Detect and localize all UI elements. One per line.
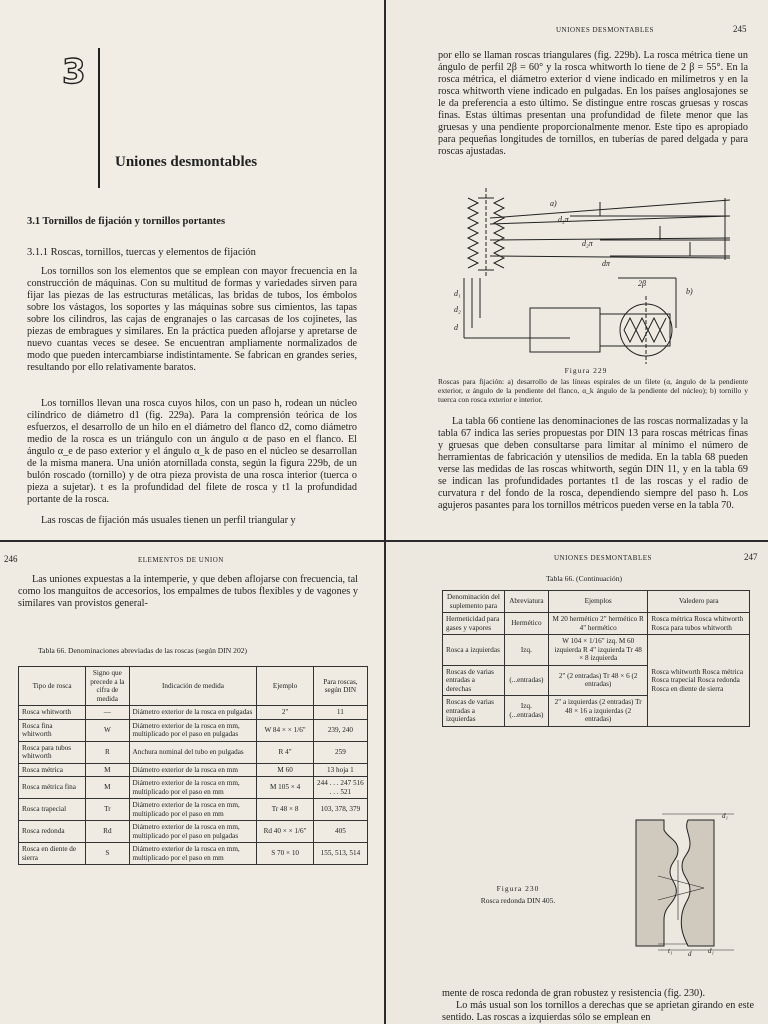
table-cell: 2" a izquierdas (2 entradas) Tr 48 × 16 a izquierdas (2 entradas) bbox=[548, 696, 648, 727]
svg-text:d₁: d₁ bbox=[708, 947, 714, 955]
table-cell: S bbox=[86, 843, 129, 865]
column-header: Valedero para bbox=[648, 591, 750, 613]
svg-text:d₁: d₁ bbox=[454, 289, 461, 298]
figure-label: Figura 229 bbox=[564, 366, 608, 375]
running-head: UNIONES DESMONTABLES bbox=[554, 554, 652, 562]
running-head: UNIONES DESMONTABLES bbox=[556, 26, 654, 34]
paragraph: por ello se llaman roscas triangulares (fig. 229b). La rosca métrica tiene un ángulo de perfil 2β = 60° y la rosca whitworth lo tiene de 2 β = 55°. En la rosca métrica, el diámetro exterior d viene indicado en milímetros y en la rosca whitworth viene indicado en pulgadas. En los países anglosajones se le da preferencia a esto último. Se distingue entre roscas gruesas y roscas finas. Estas últimas presentan una profundidad de filete menor que las gruesas y una pendiente proporcionalmente menor. Este tipo es apropiado para pequeñas longitudes de tornillos, en tuberías de pared delgada y para roscas ajustadas. bbox=[438, 50, 748, 157]
table-cell: Rosca fina whitworth bbox=[19, 719, 86, 741]
svg-text:a): a) bbox=[550, 199, 557, 208]
paragraph: Las uniones expuestas a la intemperie, y que deben aflojarse con frecuencia, tal como los manguitos de accesorios, los empalmes de tubos flexibles y de vagones y similares van provistos general- bbox=[18, 574, 358, 609]
chapter-title: Uniones desmontables bbox=[115, 154, 258, 170]
svg-text:d₂π: d₂π bbox=[558, 215, 569, 224]
svg-text:d₂π: d₂π bbox=[582, 239, 593, 248]
table-cell: Diámetro exterior de la rosca en mm, multiplicado por el paso en pulgadas bbox=[129, 719, 257, 741]
table-row bbox=[19, 719, 368, 741]
table-cell: 155, 513, 514 bbox=[313, 843, 367, 865]
table-cell: Diámetro exterior de la rosca en mm bbox=[129, 763, 257, 777]
table-cell: Roscas de varias entradas a derechas bbox=[443, 665, 505, 696]
table-cell: 2" (2 entradas) Tr 48 × 6 (2 entradas) bbox=[548, 665, 648, 696]
paragraph: Lo más usual son los tornillos a derechas que se aprietan girando en este sentido. Las roscas a izquierdas sólo se emplean en bbox=[442, 1000, 754, 1023]
paragraph: mente de rosca redonda de gran robustez y resistencia (fig. 230). bbox=[442, 988, 706, 999]
table-cell: Hermeticidad para gases y vapores bbox=[443, 613, 505, 635]
table-cell: Hermético bbox=[504, 613, 548, 635]
table-cell: Diámetro exterior de la rosca en mm, multiplicado por el paso en mm bbox=[129, 777, 257, 799]
svg-text:dπ: dπ bbox=[602, 259, 611, 268]
figure-230-round-thread bbox=[618, 810, 738, 956]
page-top-left bbox=[0, 0, 384, 540]
running-head: ELEMENTOS DE UNION bbox=[138, 556, 224, 564]
paragraph: La tabla 66 contiene las denominaciones de las roscas normalizadas y la tabla 67 indica las series propuestas por DIN 13 para roscas métricas finas y gruesas que deben consultarse para limitar al mínimo el número de herramientas de fabricación y utensilios de medida. En la tabla 68 pueden verse las medidas de las roscas whitworth, según DIN 11, y en la tabla 69 se indican las profundidades portantes t1 de las roscas y el radio de curvatura r del fondo de la rosca, dependiendo siempre del paso h. Los agujeros pasantes para los tornillos métricos pueden verse en la tabla 70. bbox=[438, 416, 748, 511]
table-cell: M 60 bbox=[257, 763, 313, 777]
table-cell: 259 bbox=[313, 741, 367, 763]
table-cell: Diámetro exterior de la rosca en pulgadas bbox=[129, 706, 257, 720]
table-header-row bbox=[19, 667, 368, 706]
table-cell: Rosca whitworth Rosca métrica Rosca trapecial Rosca redonda Rosca en diente de sierra bbox=[648, 635, 750, 727]
figure-label: Figura 230 bbox=[496, 884, 540, 893]
page-top-right bbox=[386, 0, 768, 540]
table-66 bbox=[18, 666, 368, 865]
page-number: 247 bbox=[744, 552, 758, 562]
table-cell: Rosca redonda bbox=[19, 821, 86, 843]
table-row bbox=[443, 635, 750, 666]
figure-229-thread-diagram bbox=[450, 178, 746, 368]
section-heading: 3.1 Tornillos de fijación y tornillos portantes bbox=[27, 216, 226, 227]
subsection-heading: 3.1.1 Roscas, tornillos, tuercas y elementos de fijación bbox=[27, 247, 256, 258]
svg-text:t₁: t₁ bbox=[668, 947, 673, 955]
table-cell: 13 hoja 1 bbox=[313, 763, 367, 777]
figure-caption: Roscas para fijación: a) desarrollo de las líneas espirales de un filete (α, ángulo de la pendiente exterior, α ángulo de la pendiente del flanco, α_k ángulo de la pendiente del núcleo); b) tornillo y tuerca con rosca exterior e interior. bbox=[438, 377, 748, 404]
table-cell: Rosca en diente de sierra bbox=[19, 843, 86, 865]
table-cell: Roscas de varias entradas a izquierdas bbox=[443, 696, 505, 727]
page-number: 246 bbox=[4, 554, 18, 564]
table-row bbox=[19, 777, 368, 799]
table-caption: Tabla 66. (Continuación) bbox=[546, 574, 623, 583]
svg-text:b): b) bbox=[686, 287, 693, 296]
table-cell: M 20 hermético 2" hermético R 4" hermético bbox=[548, 613, 648, 635]
page-number: 245 bbox=[733, 24, 747, 34]
page-bottom-left bbox=[0, 542, 384, 1024]
column-header: Abreviatura bbox=[504, 591, 548, 613]
table-cell: Rosca métrica Rosca whitworth Rosca para tubos whitworth bbox=[648, 613, 750, 635]
table-row bbox=[19, 821, 368, 843]
chapter-rule bbox=[98, 48, 100, 188]
table-cell: Rosca trapecial bbox=[19, 799, 86, 821]
table-cell: Rosca para tubos whitworth bbox=[19, 741, 86, 763]
table-row bbox=[19, 763, 368, 777]
column-header: Ejemplos bbox=[548, 591, 648, 613]
table-cell: Tr 48 × 8 bbox=[257, 799, 313, 821]
table-cell: Izq. bbox=[504, 635, 548, 666]
table-cell: R bbox=[86, 741, 129, 763]
table-row bbox=[19, 799, 368, 821]
table-cell: 405 bbox=[313, 821, 367, 843]
table-cell: 11 bbox=[313, 706, 367, 720]
table-cell: 2" bbox=[257, 706, 313, 720]
column-header: Tipo de rosca bbox=[19, 667, 86, 706]
table-row bbox=[19, 741, 368, 763]
table-cell: 103, 378, 379 bbox=[313, 799, 367, 821]
column-header: Indicación de medida bbox=[129, 667, 257, 706]
table-caption: Tabla 66. Denominaciones abreviadas de las roscas (según DIN 202) bbox=[38, 646, 248, 655]
table-cell: M bbox=[86, 763, 129, 777]
table-cell: Tr bbox=[86, 799, 129, 821]
table-cell: Rosca a izquierdas bbox=[443, 635, 505, 666]
table-cell: Diámetro exterior de la rosca en mm, multiplicado por el paso en pulgadas bbox=[129, 821, 257, 843]
column-header: Denominación del suplemento para bbox=[443, 591, 505, 613]
paragraph: Las roscas de fijación más usuales tienen un perfil triangular y bbox=[41, 515, 296, 526]
table-cell: 244 . . . 247 516 . . . 521 bbox=[313, 777, 367, 799]
table-cell: Anchura nominal del tubo en pulgadas bbox=[129, 741, 257, 763]
svg-text:d: d bbox=[688, 950, 692, 956]
table-cell: 239, 240 bbox=[313, 719, 367, 741]
table-cell: M bbox=[86, 777, 129, 799]
table-cell: Rosca whitworth bbox=[19, 706, 86, 720]
chapter-number: 3 bbox=[62, 52, 86, 92]
svg-text:2β: 2β bbox=[638, 279, 646, 288]
figure-caption: Rosca redonda DIN 405. bbox=[480, 896, 556, 905]
table-cell: Diámetro exterior de la rosca en mm, multiplicado por el paso en mm bbox=[129, 799, 257, 821]
column-header: Signo que precede a la cifra de medida bbox=[86, 667, 129, 706]
table-cell: Izq. (...entradas) bbox=[504, 696, 548, 727]
table-header-row bbox=[443, 591, 750, 613]
table-row bbox=[443, 613, 750, 635]
table-cell: W bbox=[86, 719, 129, 741]
table-cell: — bbox=[86, 706, 129, 720]
table-cell: M 105 × 4 bbox=[257, 777, 313, 799]
table-cell: W 104 × 1/16" izq. M 60 izquierda R 4" izquierda Tr 48 × 8 izquierda bbox=[548, 635, 648, 666]
column-header: Ejemplo bbox=[257, 667, 313, 706]
paragraph: Los tornillos son los elementos que se emplean con mayor frecuencia en la construcción de máquinas. Con su multitud de formas y variedades sirven para fijar las piezas de las estructuras metálicas, las bridas de tubos, los émbolos sobre los vástagos, los soportes y las máquinas sobre sus cimientos, las tapas sobre los cilindros, las cajas de engranajes o las carcasas de los cojinetes, las piezas de embragues y similares. En la práctica pueden aflojarse y apretarse de nuevo cuantas veces se desee. Se encuentran ampliamente normalizados de modo que pueden intercambiarse indistintamente. Se fabrican en grandes series, resultando por ello relativamente baratos. bbox=[27, 266, 357, 373]
table-cell: W 84 × × 1/6" bbox=[257, 719, 313, 741]
table-cell: (...entradas) bbox=[504, 665, 548, 696]
table-row bbox=[19, 843, 368, 865]
page-bottom-right bbox=[386, 542, 768, 1024]
table-cell: Rosca métrica bbox=[19, 763, 86, 777]
table-cell: R 4" bbox=[257, 741, 313, 763]
table-cell: S 70 × 10 bbox=[257, 843, 313, 865]
svg-text:d₁: d₁ bbox=[722, 812, 728, 820]
paragraph: Los tornillos llevan una rosca cuyos hilos, con un paso h, rodean un núcleo cilíndrico de diámetro d1 (fig. 229a). Para la comprensión teórica de los esfuerzos, el desarrollo de un hilo en el diámetro del flanco d2, como diámetro medio de la rosca es un triángulo con un ángulo α de paso en el flanco. El ángulo α_e de paso exterior y el ángulo α_k de paso en el núcleo se desarrollan de la misma manera. Una unión atornillada consta, según la figura 229b, de un bulón roscado (tornillo) y de otra pieza provista de una rosca interior (tuerca o pieza a sujetar). t es la profundidad del filete de rosca y t1 la profundidad portante de la rosca. bbox=[27, 398, 357, 505]
table-cell: Rd 40 × × 1/6" bbox=[257, 821, 313, 843]
svg-text:d: d bbox=[454, 323, 458, 332]
table-cell: Rosca métrica fina bbox=[19, 777, 86, 799]
table-cell: Diámetro exterior de la rosca en mm, multiplicado por el paso en mm bbox=[129, 843, 257, 865]
thread-diagram-svg bbox=[450, 178, 746, 368]
table-cell: Rd bbox=[86, 821, 129, 843]
column-header: Para roscas, según DIN bbox=[313, 667, 367, 706]
round-thread-svg bbox=[618, 810, 738, 956]
table-row bbox=[19, 706, 368, 720]
svg-text:d₂: d₂ bbox=[454, 305, 461, 314]
table-66-continued bbox=[442, 590, 750, 727]
